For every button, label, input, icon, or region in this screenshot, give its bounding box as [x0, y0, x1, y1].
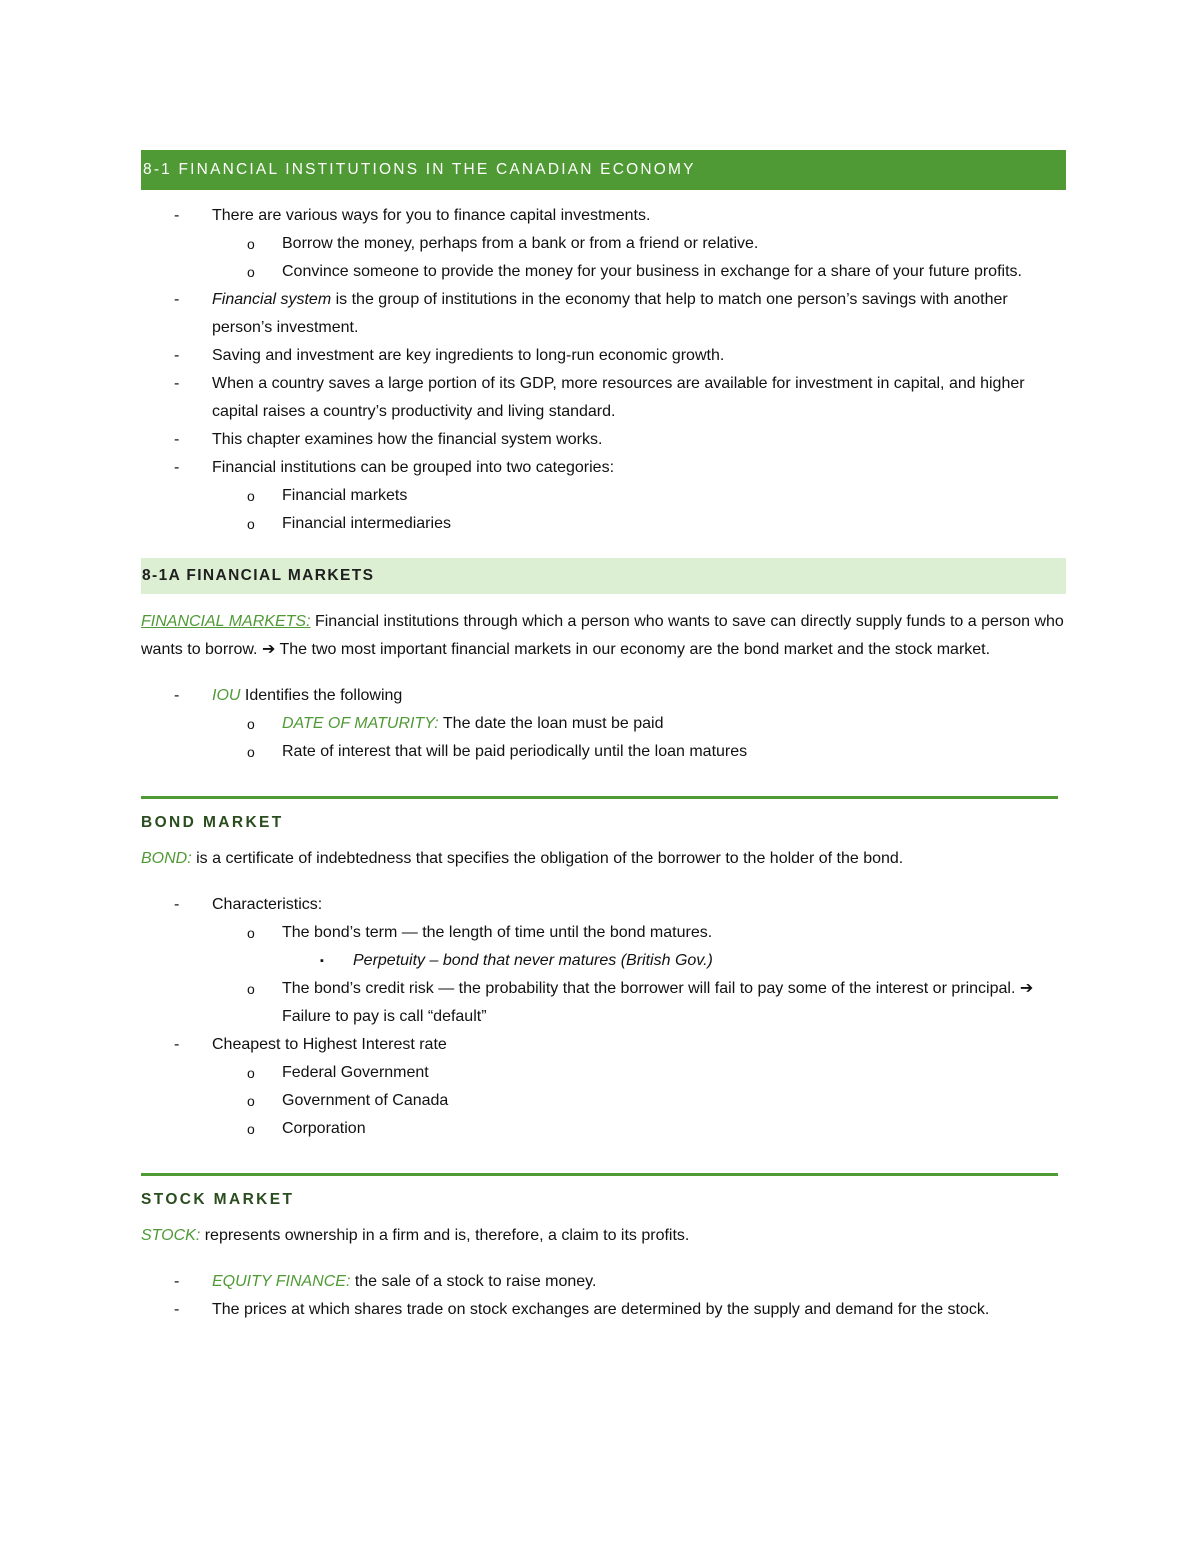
list-item — [141, 975, 1066, 1031]
term-date-of-maturity: DATE OF MATURITY: — [282, 715, 439, 732]
definition-term: STOCK: — [141, 1227, 201, 1244]
dash-bullet: - — [174, 1273, 180, 1290]
circle-bullet: o — [247, 516, 255, 532]
circle-bullet: o — [247, 1093, 255, 1109]
bullet-text: Financial institutions can be grouped into two categories: — [212, 459, 615, 476]
circle-bullet: o — [247, 981, 255, 997]
list-item — [141, 202, 1066, 230]
bullet-text: Cheapest to Highest Interest rate — [212, 1036, 447, 1053]
bullet-text: The prices at which shares trade on stock exchanges are determined by the supply and demand for the stock. — [212, 1301, 990, 1318]
bullet-text: Rate of interest that will be paid periodically until the loan matures — [282, 743, 748, 760]
bullet-text: This chapter examines how the financial system works. — [212, 431, 603, 448]
document-content — [141, 150, 1066, 1324]
list-item — [141, 1115, 1066, 1143]
list-item — [141, 891, 1066, 919]
dash-bullet: - — [174, 459, 180, 476]
heading-text: 8-1A FINANCIAL MARKETS — [142, 567, 375, 584]
bullet-text: Characteristics: — [212, 896, 323, 913]
bullet-text: The bond’s credit risk — the probability that the borrower will fail to pay some of the interest or principal. ➔ Failure to pay is call “default” — [282, 980, 1034, 1025]
list-item — [141, 370, 1066, 426]
square-bullet: ▪ — [320, 955, 324, 967]
list-item — [141, 682, 1066, 710]
dash-bullet: - — [174, 431, 180, 448]
circle-bullet: o — [247, 236, 255, 252]
bullet-text: The date the loan must be paid — [438, 715, 664, 732]
list-item — [141, 738, 1066, 766]
heading-stock-market — [141, 1173, 1058, 1212]
dash-bullet: - — [174, 687, 180, 704]
circle-bullet: o — [247, 744, 255, 760]
heading-text: STOCK MARKET — [141, 1191, 295, 1208]
bullet-text: Government of Canada — [282, 1092, 449, 1109]
dash-bullet: - — [174, 291, 180, 308]
bullet-text: Federal Government — [282, 1064, 429, 1081]
term-iou: IOU — [212, 687, 241, 704]
circle-bullet: o — [247, 925, 255, 941]
circle-bullet: o — [247, 1121, 255, 1137]
bullet-text: Perpetuity – bond that never matures (British Gov.) — [353, 952, 713, 969]
circle-bullet: o — [247, 264, 255, 280]
list-item — [141, 482, 1066, 510]
definition-text: is a certificate of indebtedness that specifies the obligation of the borrower to the holder of the bond. — [191, 850, 904, 867]
definition-term: BOND: — [141, 850, 192, 867]
dash-bullet: - — [174, 347, 180, 364]
term-financial-system: Financial system — [212, 291, 332, 308]
heading-financial-markets — [141, 558, 1066, 594]
definition-financial-markets — [141, 608, 1066, 664]
bullet-text: Financial intermediaries — [282, 515, 451, 532]
list-item — [141, 710, 1066, 738]
dash-bullet: - — [174, 896, 180, 913]
bullet-text: Corporation — [282, 1120, 366, 1137]
circle-bullet: o — [247, 716, 255, 732]
heading-bond-market — [141, 796, 1058, 835]
bullet-text: The bond’s term — the length of time until the bond matures. — [282, 924, 713, 941]
list-item — [141, 258, 1066, 286]
circle-bullet: o — [247, 1065, 255, 1081]
definition-stock — [141, 1222, 1066, 1250]
circle-bullet: o — [247, 488, 255, 504]
list-item — [141, 1059, 1066, 1087]
dash-bullet: - — [174, 207, 180, 224]
list-item — [141, 1268, 1066, 1296]
term-equity-finance: EQUITY FINANCE: — [212, 1273, 351, 1290]
bullet-text: is the group of institutions in the economy that help to match one person’s savings with another person’s investment. — [212, 291, 1008, 336]
bullet-text: There are various ways for you to finance capital investments. — [212, 207, 651, 224]
list-item — [141, 1087, 1066, 1115]
dash-bullet: - — [174, 1301, 180, 1318]
definition-text: represents ownership in a firm and is, therefore, a claim to its profits. — [200, 1227, 690, 1244]
list-item — [141, 286, 1066, 342]
definition-bond — [141, 845, 1066, 873]
bullet-text: Saving and investment are key ingredients to long-run economic growth. — [212, 347, 725, 364]
bullet-text: Financial markets — [282, 487, 408, 504]
heading-text: BOND MARKET — [141, 814, 284, 831]
dash-bullet: - — [174, 1036, 180, 1053]
bullet-text: the sale of a stock to raise money. — [350, 1273, 597, 1290]
bullet-text: When a country saves a large portion of its GDP, more resources are available for investment in capital, and higher capital raises a country’s productivity and living standard. — [212, 375, 1025, 420]
bullet-text: Convince someone to provide the money for your business in exchange for a share of your future profits. — [282, 263, 1022, 280]
bullet-text: Identifies the following — [240, 687, 403, 704]
list-item — [141, 342, 1066, 370]
list-item — [141, 1296, 1066, 1324]
list-item — [141, 454, 1066, 482]
heading-text: 8-1 FINANCIAL INSTITUTIONS IN THE CANADIAN ECONOMY — [143, 161, 696, 178]
list-item — [141, 510, 1066, 538]
dash-bullet: - — [174, 375, 180, 392]
bullet-text: Borrow the money, perhaps from a bank or from a friend or relative. — [282, 235, 759, 252]
list-item — [141, 230, 1066, 258]
list-item — [141, 1031, 1066, 1059]
list-item — [141, 426, 1066, 454]
list-item — [141, 947, 1066, 975]
definition-term: FINANCIAL MARKETS: — [141, 613, 311, 630]
definition-text: Financial institutions through which a person who wants to save can directly supply funds to a person who wants to borrow. ➔ The two most important financial markets in our economy are the bond market and the stock market. — [141, 613, 1064, 658]
list-item — [141, 919, 1066, 947]
heading-financial-institutions — [141, 150, 1066, 190]
